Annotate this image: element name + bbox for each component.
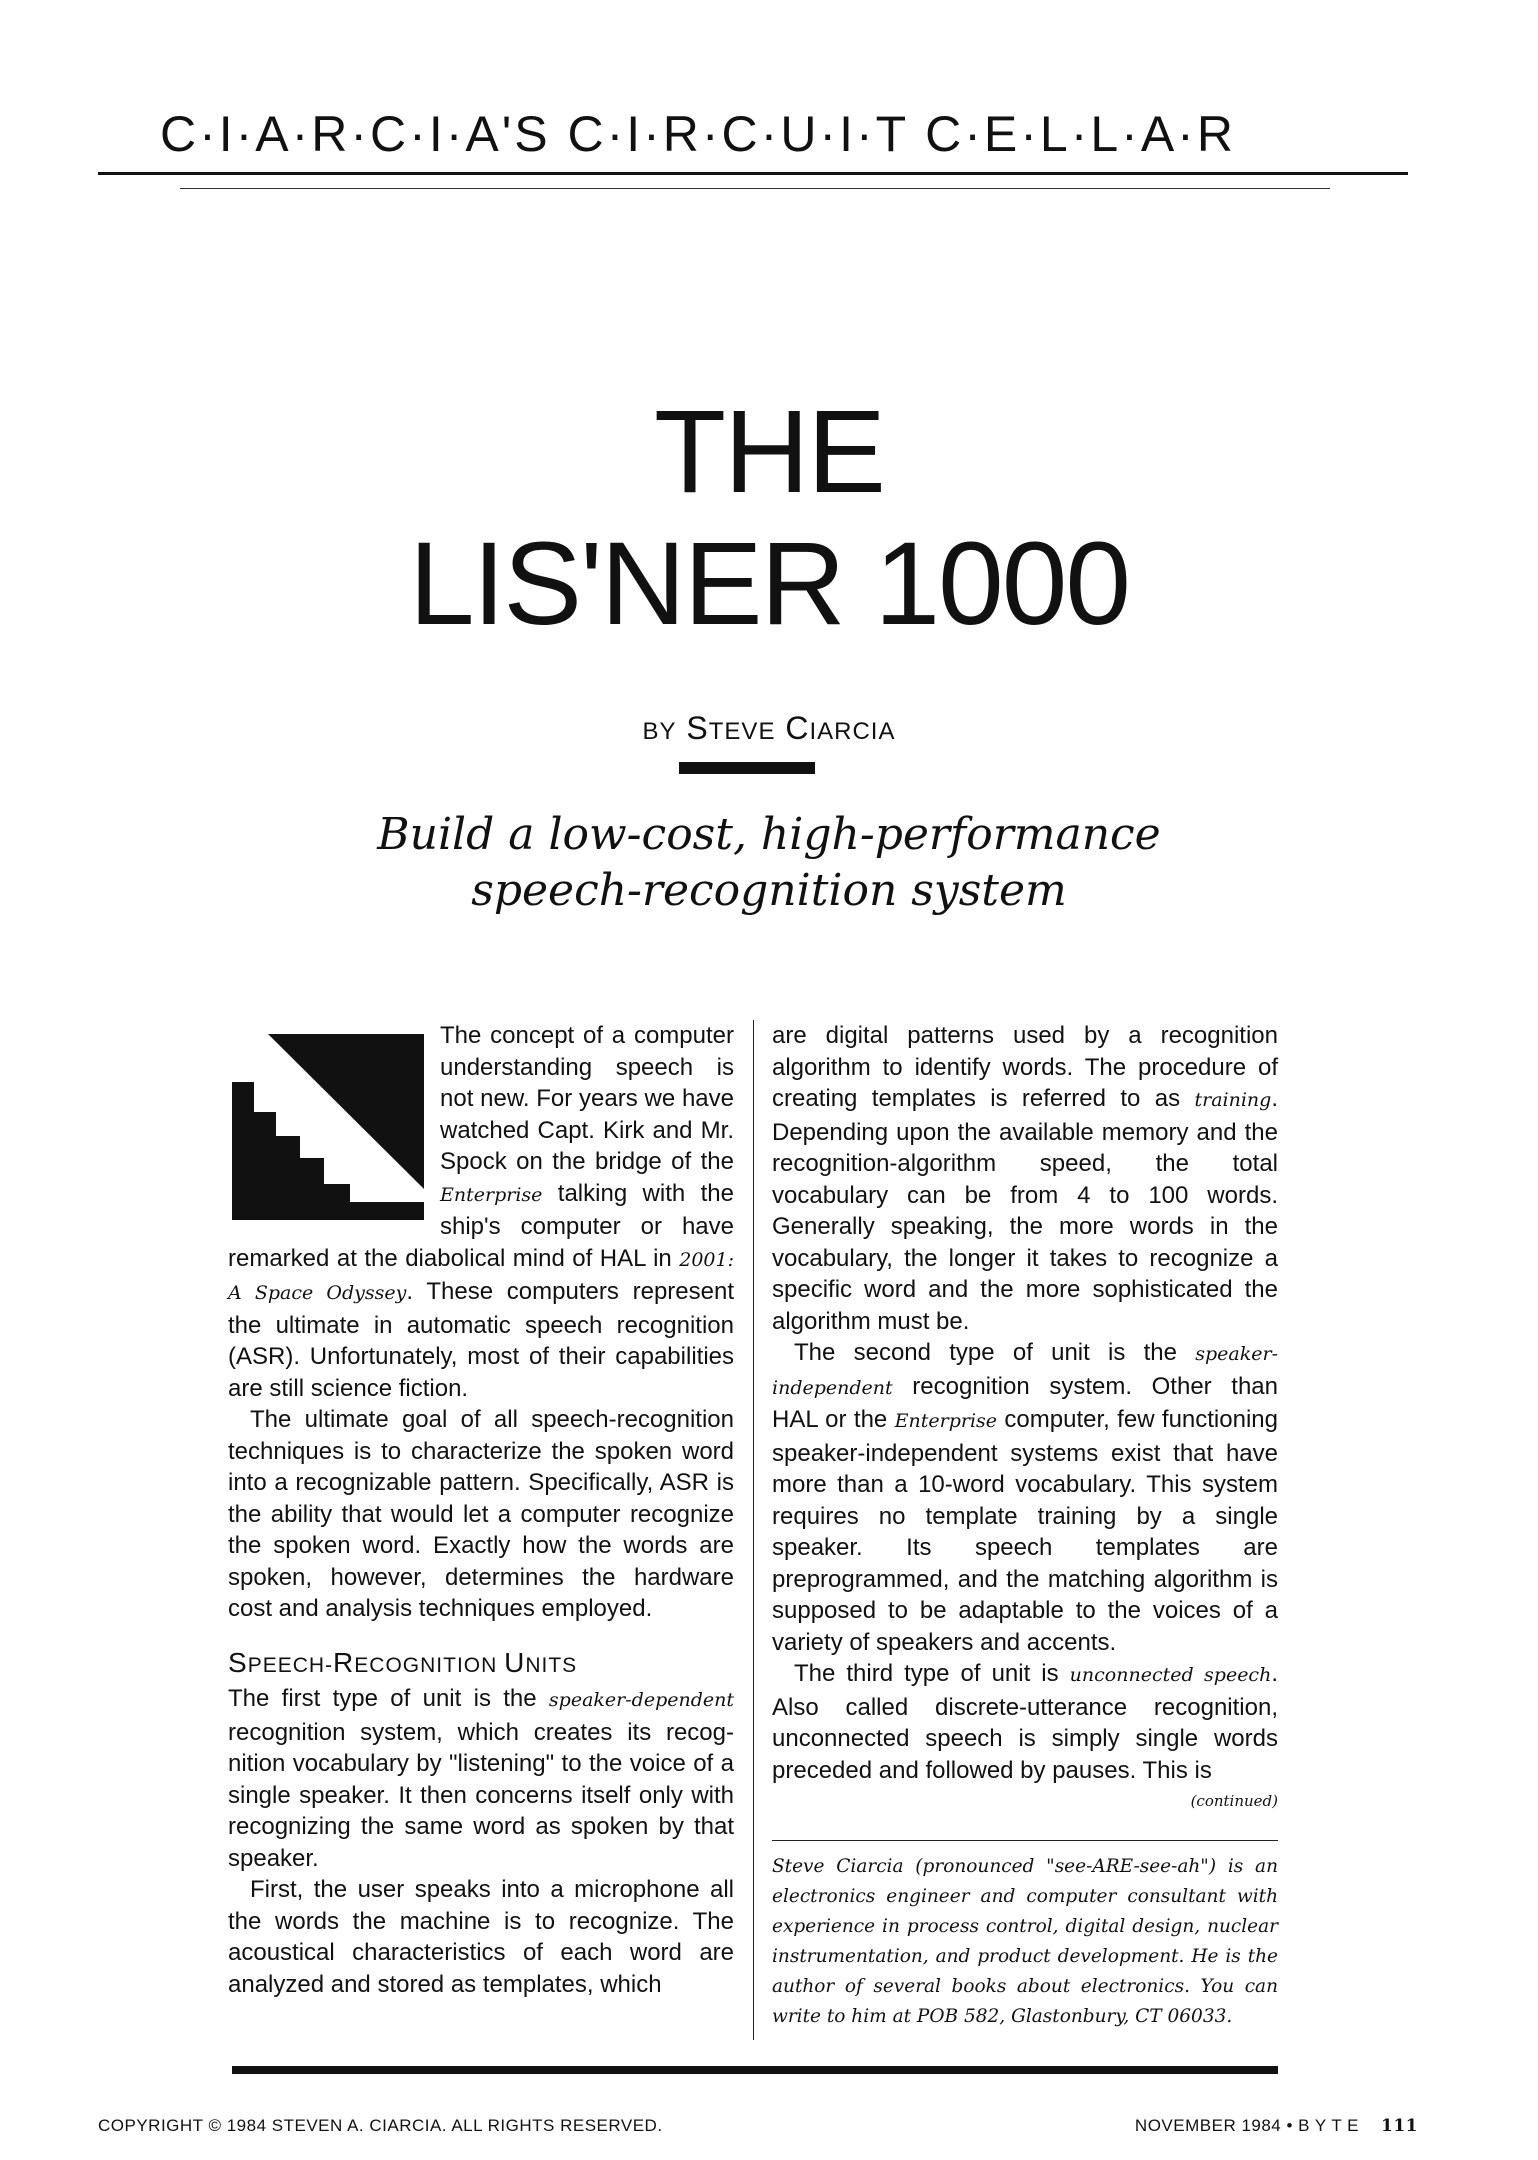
- italic-run: training: [1194, 1089, 1272, 1111]
- heading-smallcaps: NITS: [525, 1653, 578, 1677]
- text-run: The third type of unit is: [794, 1660, 1070, 1687]
- paragraph: [228, 1683, 734, 1874]
- header-rule-thin: [180, 188, 1330, 189]
- text-run: The first type of unit is the: [228, 1685, 549, 1712]
- paragraph: First, the user speaks into a microphone all the words the machine is to recognize. The acoustical characteristics of each word are analyzed and stored as templates, which: [228, 1876, 734, 1998]
- byline-by: BY: [642, 718, 677, 745]
- heading-cap: U: [504, 1646, 526, 1678]
- italic-run: 2001: A Space Odyssey: [228, 1248, 734, 1304]
- text-run: . Depending upon the available memory and the recognition-algorithm speed, the total vocabulary can be from 4 to 100 words. Generally speaking, the more words in the vocabulary, the longer it takes to recognize a specific word and the more sophisticated the algorithm must be.: [772, 1085, 1278, 1335]
- byline: [0, 710, 1538, 747]
- author-bio: Steve Ciarcia (pronounced "see-ARE-see-ah") is an electronics engineer and computer consultant with experience in process control, digital design, nuclear instrumentation, and product development. He is the author of several books about electronics. You can write to him at POB 582, Glastonbury, CT 06033.: [772, 1856, 1278, 2027]
- italic-run: unconnected speech: [1069, 1664, 1272, 1686]
- subtitle-line-1: Build a low-cost, high-performance: [377, 809, 1161, 860]
- issue-info: [1135, 2116, 1418, 2136]
- page-number: 111: [1381, 2116, 1418, 2136]
- byline-last-initial: C: [785, 710, 810, 746]
- issue-date: NOVEMBER 1984 • B Y T E: [1134, 2116, 1359, 2135]
- italic-run: speaker-dependent: [548, 1689, 734, 1711]
- paragraph: [772, 1658, 1278, 1786]
- heading-smallcaps: PEECH-: [247, 1653, 334, 1677]
- byline-first-initial: S: [686, 710, 709, 746]
- continued-note: (continued): [1190, 1792, 1278, 1810]
- byline-bar: [679, 762, 815, 774]
- italic-run: Enterprise: [440, 1183, 543, 1206]
- header-rule-thick: [98, 172, 1408, 175]
- byline-last-rest: IARCIA: [809, 718, 896, 745]
- article-title-line-2: LIS'NER 1000: [408, 518, 1130, 650]
- text-run: . These computers represent the ultimate in automatic speech recognition (ASR). Unfortunately, most of their capabilities are still science fiction.: [228, 1278, 734, 1402]
- paragraph: [772, 1337, 1278, 1658]
- text-run: are digital patterns used by a recognition algorithm to identify words. The procedure of creating templates is referred to as: [772, 1022, 1278, 1112]
- byline-first-rest: TEVE: [708, 718, 776, 745]
- text-run: talking with the ship's computer or have remarked at the diabolical mind of HAL in: [228, 1179, 734, 1272]
- bottom-bar: [232, 2066, 1278, 2074]
- paragraph: [772, 1020, 1278, 1337]
- text-run: The concept of a computer understanding speech is not new. For years we have watched Capt. Kirk and Mr. Spock on the bridge of the: [440, 1022, 734, 1175]
- text-run: recognition system. Other than HAL or the: [772, 1372, 1278, 1433]
- text-run: recognition system, which creates its recognition vocabulary by "listening" to the voice of a single speaker. It then concerns itself only with recognizing the same word as spoken by that speaker.: [228, 1718, 734, 1872]
- text-run: The second type of unit is the: [794, 1339, 1196, 1366]
- paragraph: The ultimate goal of all speech-recognition techniques is to characterize the spoken word into a recognizable pattern. Specifically, ASR is the ability that would let a computer recognize the spoken word. Exactly how the words are spoken, however, determines the hardware cost and analysis techniques employed.: [228, 1406, 734, 1622]
- italic-run: Enterprise: [894, 1410, 998, 1432]
- article-title-line-1: THE: [654, 386, 884, 518]
- bio-rule: [772, 1840, 1278, 1841]
- article-column-right: [772, 1020, 1278, 1818]
- department-title: C·I·A·R·C·I·A'S C·I·R·C·U·I·T C·E·L·L·A·R: [160, 106, 1236, 162]
- article-column-left: [228, 1020, 734, 2000]
- copyright-notice: COPYRIGHT © 1984 STEVEN A. CIARCIA. ALL RIGHTS RESERVED.: [98, 2116, 663, 2135]
- heading-cap: S: [228, 1646, 248, 1678]
- column-divider: [753, 1020, 754, 2040]
- text-run: computer, few functioning speaker-independent systems exist that have more than a 10-word vocabulary. This system requires no template training by a single speaker. Its speech templates are preprogrammed, and the matching algorithm is supposed to be adaptable to the voices of a variety of speakers and accents.: [772, 1406, 1278, 1656]
- drop-cap-graphic: [228, 1024, 428, 1224]
- text-run: . Also called discrete-utterance recognition, unconnected speech is simply single words preceded and followed by pauses. This is: [772, 1660, 1278, 1784]
- italic-run: speaker-independent: [772, 1343, 1278, 1399]
- subtitle-line-2: speech-recognition system: [471, 865, 1067, 916]
- section-heading: [228, 1647, 734, 1682]
- heading-cap: R: [333, 1646, 355, 1678]
- heading-smallcaps: ECOGNITION: [354, 1653, 505, 1677]
